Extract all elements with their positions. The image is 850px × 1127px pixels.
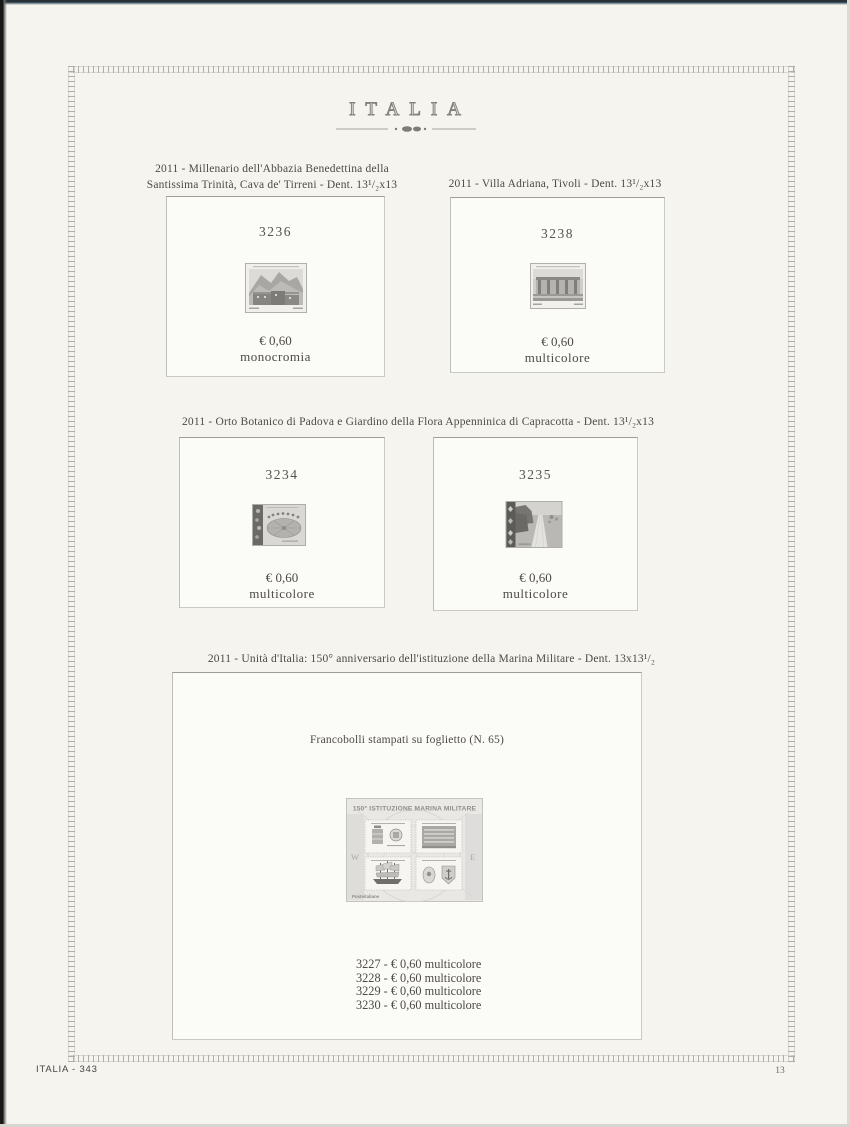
caption-marina-militare: 2011 - Unità d'Italia: 150° anniversario dell'istituzione della Marina Militare - Dent. 13x13¹/₂ [207,653,656,665]
page-number: 13 [775,1066,785,1076]
listing-item-3228: 3228 - € 0,60 multicolore [356,970,482,985]
catalog-number: 3235 [519,467,552,482]
page-title: ITALIA [349,99,471,120]
sheet-east-label: E [470,852,476,862]
stamp-value: € 0,60 [541,334,574,349]
frame-border-bottom [68,1055,795,1062]
catalog-number: 3238 [541,226,574,241]
caption-abbazia [120,161,424,193]
scan-edge-top [0,0,850,5]
stamp-value: € 0,60 [259,333,292,348]
stamp-3238-image-icon [530,263,586,314]
stamp-value: € 0,60 [265,570,299,585]
caption-abbazia-line2: Santissima Trinità, Cava de' Tirreni - Dent. 13¹/₂x13 [146,179,398,191]
stamp-box-3236 [166,196,385,377]
frame-border-left [68,66,75,1062]
catalog-number: 3236 [259,224,292,239]
album-reference: ITALIA - 343 [36,1064,98,1075]
catalog-listing [356,958,481,1013]
stamp-color-note: multicolore [249,586,315,601]
listing-item-3229: 3229 - € 0,60 multicolore [356,984,482,999]
caption-orto-botanico: 2011 - Orto Botanico di Padova e Giardino della Flora Appenninica di Capracotta - Dent. 13¹/₂x13 [181,416,655,428]
listing-item-3227: 3227 - € 0,60 multicolore [356,957,482,971]
souvenir-sheet-box [172,672,642,1040]
stamp-color-note: multicolore [524,350,591,365]
stamp-color-note: multicolore [502,586,569,601]
stamp-3236-image-icon [245,263,307,318]
sheet-note: Francobolli stampati su foglietto (N. 65) [309,734,505,746]
caption-villa-adriana: 2011 - Villa Adriana, Tivoli - Dent. 13¹/₂x13 [448,178,662,190]
frame-border-right [788,66,795,1062]
sheet-west-label: W [351,852,360,862]
stamp-3235-image-icon [505,501,562,553]
caption-abbazia-line1: 2011 - Millenario dell'Abbazia Benedettina della [155,163,389,175]
catalog-number: 3234 [265,467,299,482]
stamp-box-3234 [179,437,385,608]
stamp-box-3238 [450,197,665,373]
sheet-header: 150° ISTITUZIONE MARINA MILITARE [352,805,477,813]
stamp-value: € 0,60 [519,570,552,585]
stamp-color-note: monocromia [240,349,311,364]
frame-border-top [68,66,795,73]
scan-edge-left [0,0,7,1127]
listing-item-3230: 3230 - € 0,60 multicolore [356,998,482,1013]
stamp-3234-image-icon [252,504,306,551]
souvenir-sheet-image-icon [346,798,483,907]
title-flourish-icon [68,122,742,140]
stamp-box-3235 [433,437,638,611]
sheet-brand: Posteitaliane [352,894,380,899]
